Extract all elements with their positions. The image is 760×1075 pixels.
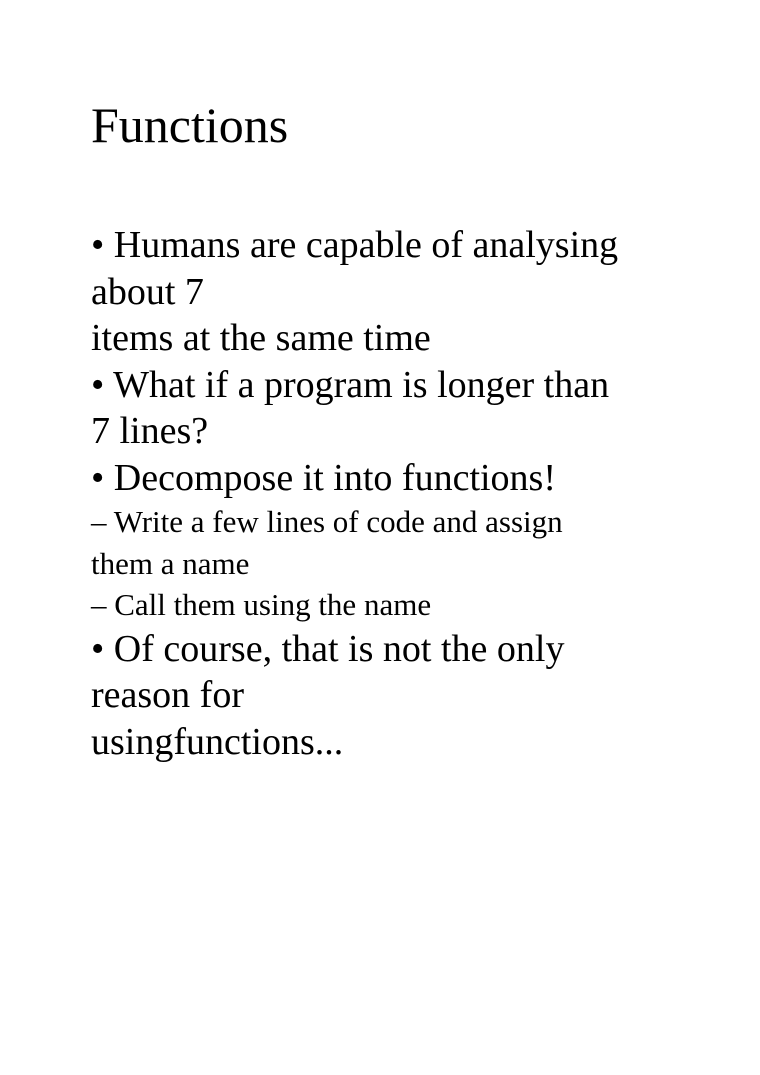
bullet-line: • Humans are capable of analysing <box>91 224 619 266</box>
bullet-line-continuation: 7 lines? <box>91 410 209 452</box>
sub-bullet-line: – Call them using the name <box>91 587 432 622</box>
sub-bullet-line: – Write a few lines of code and assign <box>91 504 563 539</box>
bullet-line-continuation: usingfunctions... <box>91 720 344 763</box>
bullet-line: • What if a program is longer than <box>91 363 610 406</box>
sub-bullet-line-continuation: them a name <box>91 545 250 581</box>
bullet-line-continuation: about 7 <box>91 270 204 313</box>
page-title: Functions <box>91 97 289 153</box>
bullet-list <box>91 222 731 765</box>
bullet-line: • Decompose it into functions! <box>91 456 556 499</box>
bullet-line-continuation: items at the same time <box>91 317 431 359</box>
bullet-line: • Of course, that is not the only <box>91 627 565 670</box>
bullet-line-continuation: reason for <box>91 674 244 716</box>
